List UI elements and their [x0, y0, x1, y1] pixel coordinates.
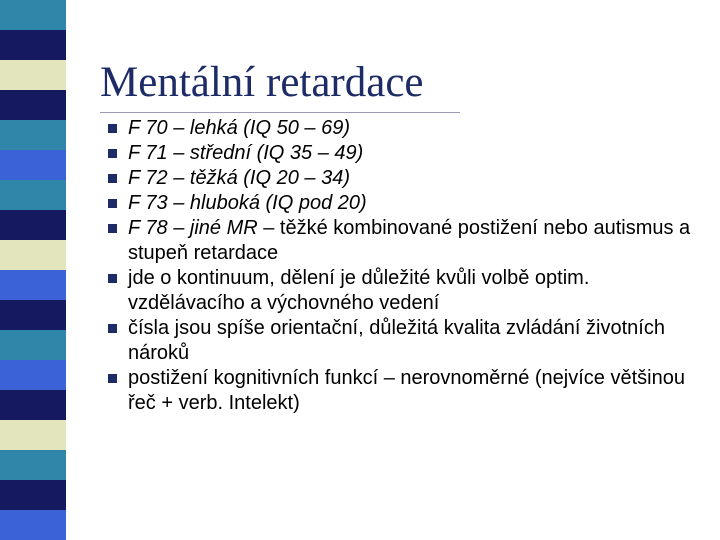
list-item — [104, 216, 709, 266]
stripe-segment — [0, 0, 66, 30]
bullet-lead: F 78 – jiné MR — [128, 217, 258, 239]
bullet-lead: F 72 – těžká (IQ 20 – 34) — [128, 167, 350, 189]
stripe-segment — [0, 90, 66, 120]
stripe-segment — [0, 390, 66, 420]
square-bullet-icon — [108, 174, 117, 183]
stripe-segment — [0, 120, 66, 150]
bullet-lead: F 73 – hluboká (IQ pod 20) — [128, 192, 367, 214]
stripe-segment — [0, 60, 66, 90]
square-bullet-icon — [108, 199, 117, 208]
stripe-segment — [0, 30, 66, 60]
square-bullet-icon — [108, 274, 117, 283]
bullet-text: postižení kognitivních funkcí – nerovnoměrné (nejvíce většinou řeč + verb. Intelekt) — [128, 367, 685, 414]
list-item — [104, 266, 709, 316]
square-bullet-icon — [108, 224, 117, 233]
bullet-list — [104, 116, 709, 416]
slide-title: Mentální retardace — [100, 59, 424, 106]
bullet-text: – těžké kombinované postižení nebo autismus a stupeň retardace — [128, 217, 691, 264]
title-underline — [100, 112, 460, 113]
list-item — [104, 316, 709, 366]
stripe-segment — [0, 240, 66, 270]
stripe-segment — [0, 180, 66, 210]
stripe-segment — [0, 480, 66, 510]
stripe-segment — [0, 510, 66, 540]
stripe-segment — [0, 330, 66, 360]
bullet-lead: F 70 – lehká (IQ 50 – 69) — [128, 117, 350, 139]
stripe-segment — [0, 420, 66, 450]
bullet-text: jde o kontinuum, dělení je důležité kvůli volbě optim. vzdělávacího a výchovného vedení — [128, 267, 590, 314]
stripe-segment — [0, 150, 66, 180]
square-bullet-icon — [108, 124, 117, 133]
stripe-segment — [0, 300, 66, 330]
list-item — [104, 116, 709, 141]
square-bullet-icon — [108, 149, 117, 158]
square-bullet-icon — [108, 374, 117, 383]
stripe-segment — [0, 210, 66, 240]
stripe-segment — [0, 450, 66, 480]
bullet-lead: F 71 – střední (IQ 35 – 49) — [128, 142, 364, 164]
list-item — [104, 166, 709, 191]
stripe-segment — [0, 270, 66, 300]
bullet-text: čísla jsou spíše orientační, důležitá kvalita zvládání životních nároků — [128, 317, 665, 364]
square-bullet-icon — [108, 324, 117, 333]
decorative-stripe — [0, 0, 66, 540]
list-item — [104, 141, 709, 166]
list-item — [104, 366, 709, 416]
list-item — [104, 191, 709, 216]
stripe-segment — [0, 360, 66, 390]
